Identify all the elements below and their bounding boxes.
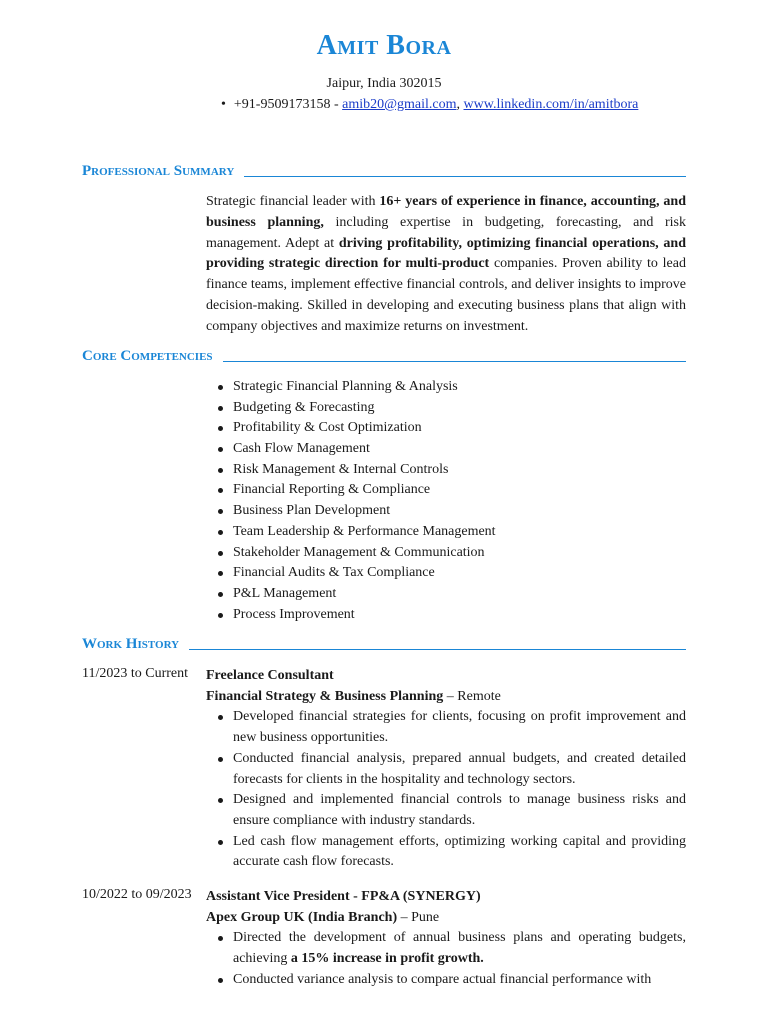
bullet-bold: a 15% increase in profit growth. — [290, 951, 484, 967]
phone: +91-9509173158 - — [233, 97, 343, 112]
list-item: Led cash flow management efforts, optimizing working capital and providing accurate cash flow forecasts. — [206, 832, 686, 873]
list-item: Budgeting & Forecasting — [215, 398, 685, 419]
competencies-list — [215, 377, 685, 625]
section-heading: Work History — [82, 636, 180, 652]
section-heading: Professional Summary — [82, 163, 235, 179]
job-organization — [206, 687, 686, 708]
job-location: Remote — [457, 688, 501, 704]
section-work-history — [82, 635, 686, 653]
list-item: Designed and implemented financial controls to manage business risks and ensure compliance with industry standards. — [206, 790, 686, 831]
list-item: Strategic Financial Planning & Analysis — [215, 377, 685, 398]
org-separator: – — [397, 909, 412, 925]
section-heading: Core Competencies — [82, 348, 213, 364]
section-rule — [189, 649, 686, 650]
section-rule — [223, 361, 686, 362]
job-title: Freelance Consultant — [206, 668, 334, 683]
job-content — [206, 887, 686, 991]
address: Jaipur, India 302015 — [326, 76, 442, 91]
candidate-name: Amit Bora — [316, 30, 452, 61]
email-link[interactable]: amib20@gmail.com — [342, 97, 457, 112]
summary-text: including expertise in budgeting, forecasting, and risk management. Adept at — [206, 214, 686, 251]
job-bullets — [206, 928, 686, 990]
job-location: Pune — [411, 909, 440, 925]
list-item — [206, 928, 686, 969]
contact-line — [221, 97, 638, 113]
list-item: Team Leadership & Performance Management — [215, 522, 685, 543]
job-dates: 11/2023 to Current — [82, 666, 189, 681]
job-title: Assistant Vice President - FP&A (SYNERGY) — [206, 889, 481, 904]
section-core-competencies — [82, 347, 686, 365]
list-item: Conducted financial analysis, prepared annual budgets, and created detailed forecasts for clients in the hospitality and technology sectors. — [206, 749, 686, 790]
org-separator: – — [443, 688, 458, 704]
list-item: Cash Flow Management — [215, 439, 685, 460]
summary-text: Strategic financial leader with — [206, 194, 380, 209]
list-item: Stakeholder Management & Communication — [215, 543, 685, 564]
summary-bold: driving profitability, optimizing financial operations, and providing strategic direction for multi-product — [206, 235, 686, 272]
job-bullets — [206, 707, 686, 873]
list-item: Business Plan Development — [215, 501, 685, 522]
org-name: Financial Strategy & Business Planning — [206, 688, 444, 704]
list-item: Profitability & Cost Optimization — [215, 418, 685, 439]
list-item: Financial Audits & Tax Compliance — [215, 563, 685, 584]
section-rule — [244, 176, 686, 177]
org-name: Apex Group UK (India Branch) — [206, 909, 398, 925]
bullet-text: Directed the development of annual business plans and operating budgets, achieving — [233, 930, 686, 967]
contact-separator: , — [456, 97, 464, 112]
list-item: Conducted variance analysis to compare actual financial performance with — [206, 970, 686, 991]
job-organization — [206, 908, 686, 929]
linkedin-link[interactable]: www.linkedin.com/in/amitbora — [463, 97, 639, 112]
bullet-icon: • — [221, 97, 226, 112]
job-content — [206, 666, 686, 873]
list-item: Developed financial strategies for clients, focusing on profit improvement and new business opportunities. — [206, 707, 686, 748]
list-item: P&L Management — [215, 584, 685, 605]
job-dates: 10/2022 to 09/2023 — [82, 887, 192, 902]
list-item: Process Improvement — [215, 605, 685, 626]
section-professional-summary — [82, 162, 686, 180]
summary-paragraph — [206, 192, 686, 338]
summary-bold: 16+ years of experience in finance, accounting, and business planning, — [206, 194, 686, 230]
list-item: Risk Management & Internal Controls — [215, 460, 685, 481]
summary-text: companies. Proven ability to lead finance teams, implement effective financial controls, and deliver insights to improve decision-making. Skilled in developing and executing business plans that align with company objectives and maximize returns on investment. — [206, 256, 686, 334]
list-item: Financial Reporting & Compliance — [215, 480, 685, 501]
